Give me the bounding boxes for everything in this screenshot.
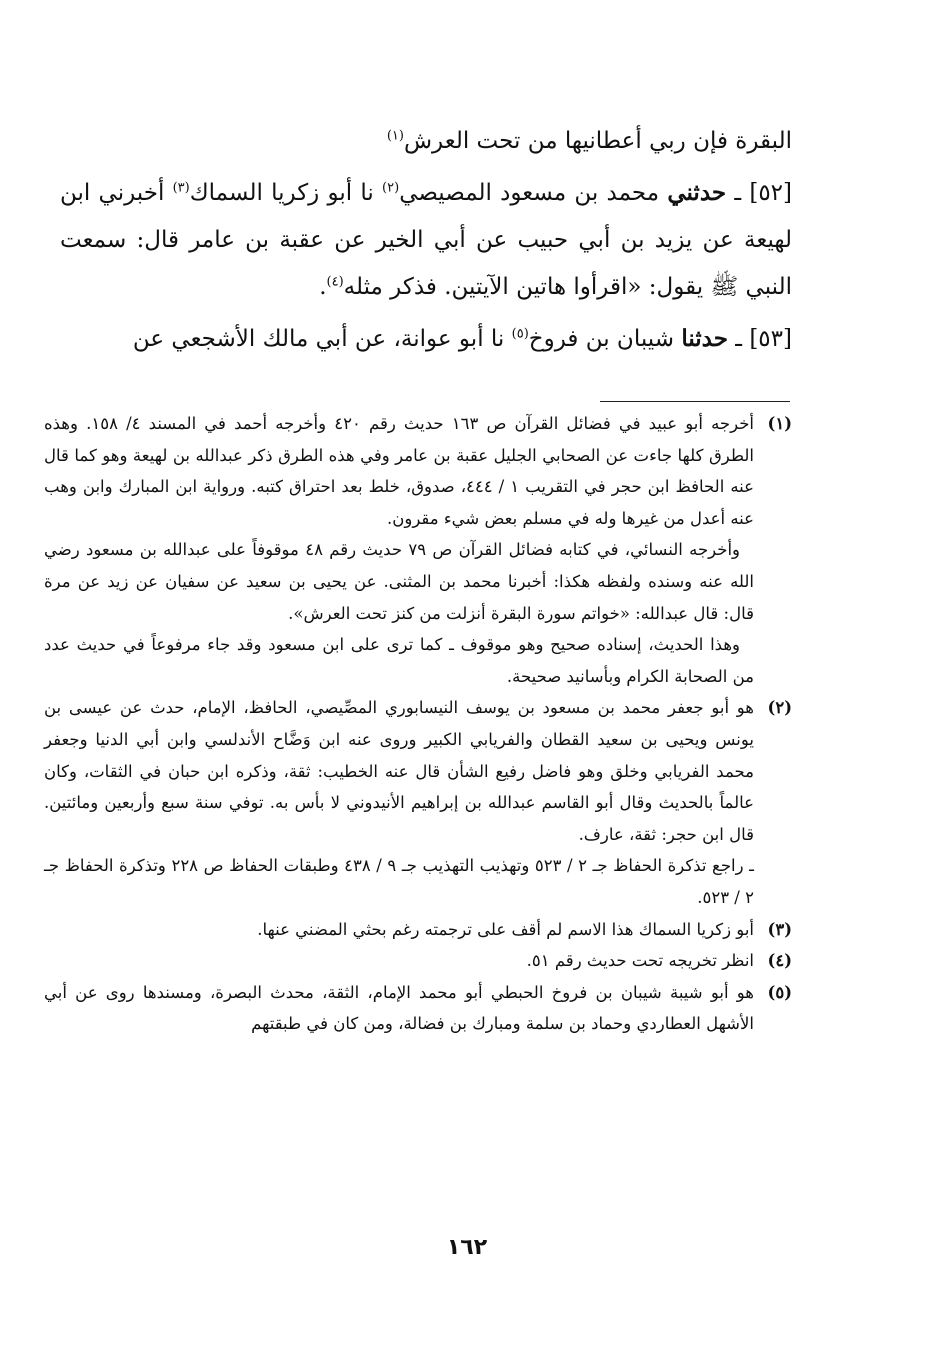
footnote-1 xyxy=(44,408,792,692)
footnote-number: (١) xyxy=(767,414,792,433)
footnote-5 xyxy=(44,977,792,1040)
main-line-1 xyxy=(60,118,792,165)
hadith-53-number: [٥٣] ـ xyxy=(735,326,792,352)
footnote-ref-5: (٥) xyxy=(511,326,529,342)
hadith-53 xyxy=(60,315,792,363)
hadith-52 xyxy=(60,169,792,311)
footnote-paragraph: وأخرجه النسائي، في كتابه فضائل القرآن ص ٧٩ حديث رقم ٤٨ موقوفاً على عبدالله بن مسعود رضي الله عنه وسنده ولفظه هكذا: أخبرنا محمد بن المثنى. عن يحيى بن سعيد عن سفيان عن زيد عن مرة قال: قال عبدالله: «خواتم سورة البقرة أنزلت من كنز تحت العرش». xyxy=(44,540,754,623)
hadith-52-number: [٥٢] ـ xyxy=(734,180,793,206)
footnote-ref-2: (٢) xyxy=(382,180,400,196)
hadith-52-end: . xyxy=(319,274,327,300)
hadith-52-text-b: نا أبو زكريا السماك xyxy=(189,180,383,206)
footnote-2 xyxy=(44,692,792,913)
main-text xyxy=(60,118,792,363)
footnote-number: (٣) xyxy=(767,919,792,939)
footnote-paragraph: أبو زكريا السماك هذا الاسم لم أقف على ترجمته رغم بحثي المضني عنها. xyxy=(257,919,754,939)
footnote-paragraph: هو أبو شيبة شيبان بن فروخ الحبطي أبو محمد الإمام، الثقة، محدث البصرة، ومسندها روى عن أبي الأشهل العطاردي وحماد بن سلمة ومبارك بن فضالة، ومن كان في طبقتهم xyxy=(44,982,754,1034)
hadith-53-keyword: حدثنا xyxy=(681,325,728,352)
page-number: ١٦٢ xyxy=(446,1235,488,1260)
footnote-3 xyxy=(44,914,792,946)
hadith-52-keyword: حدثني xyxy=(667,179,727,206)
footnote-number: (٤) xyxy=(767,951,792,971)
footnote-separator xyxy=(600,401,790,402)
line1-text: البقرة فإن ربي أعطانيها من تحت العرش xyxy=(403,128,792,154)
footnote-paragraph: ـ راجع تذكرة الحفاظ جـ ٢ / ٥٢٣ وتهذيب التهذيب جـ ٩ / ٤٣٨ وطبقات الحفاظ ص ٢٢٨ وتذكرة الحفاظ جـ ٢ / ٥٢٣. xyxy=(44,856,754,907)
footnote-paragraph: انظر تخريجه تحت حديث رقم ٥١. xyxy=(526,951,754,971)
footnotes xyxy=(44,408,792,1040)
footnote-ref-1: (١) xyxy=(386,128,404,144)
footnote-ref-4: (٤) xyxy=(326,274,344,290)
footnote-number: (٥) xyxy=(767,982,792,1002)
footnote-4 xyxy=(44,945,792,977)
hadith-53-text-a: شيبان بن فروخ xyxy=(528,326,682,352)
hadith-52-text-a: محمد بن مسعود المصيصي xyxy=(399,180,668,206)
footnote-ref-3: (٣) xyxy=(172,180,190,196)
footnote-paragraph: وهذا الحديث، إسناده صحيح وهو موقوف ـ كما ترى على ابن مسعود وقد جاء مرفوعاً في حديث عدد من الصحابة الكرام وبأسانيد صحيحة. xyxy=(44,635,754,686)
hadith-53-text-b: نا أبو عوانة، عن أبي مالك الأشجعي عن xyxy=(132,326,512,352)
footnote-paragraph: هو أبو جعفر محمد بن مسعود بن يوسف النيسابوري المصِّيصي، الحافظ، الإمام، حدث عن عيسى بن يونس ويحيى بن سعيد القطان والفريابي الكبير وروى عنه ابن وَضَّاح الأندلسي وابن أبي الدنيا وجعفر محمد الفريابي وخلق وهو فاضل رفيع الشأن قال عنه الخطيب: ثقة، وذكره ابن حبان في الثقات، وكان عالماً بالحديث وقال أبو القاسم عبدالله بن إبراهيم الأنيدوني لا بأس به. توفي سنة سبع وأربعين ومائتين. قال ابن حجر: ثقة، عارف. xyxy=(44,698,754,844)
footnote-number: (٢) xyxy=(767,698,792,718)
hadith-52-text-c: أخبرني ابن لهيعة عن يزيد بن أبي حبيب عن أبي الخير عن عقبة بن عامر قال: سمعت النبي ﷺ يقول: «اقرأوا هاتين الآيتين. فذكر مثله xyxy=(60,180,792,300)
footnote-paragraph: أخرجه أبو عبيد في فضائل القرآن ص ١٦٣ حديث رقم ٤٢٠ وأخرجه أحمد في المسند ٤/ ١٥٨. وهذه الطرق كلها جاءت عن الصحابي الجليل عقبة بن عامر وفي هذه الطرق ذكر عبدالله بن لهيعة وهو كما قال عنه الحافظ ابن حجر في التقريب ١ / ٤٤٤، صدوق، خلط بعد احتراق كتبه. ورواية ابن المبارك وابن وهب عنه أعدل من غيرها وله في مسلم بعض شيء مقرون. xyxy=(44,414,754,528)
